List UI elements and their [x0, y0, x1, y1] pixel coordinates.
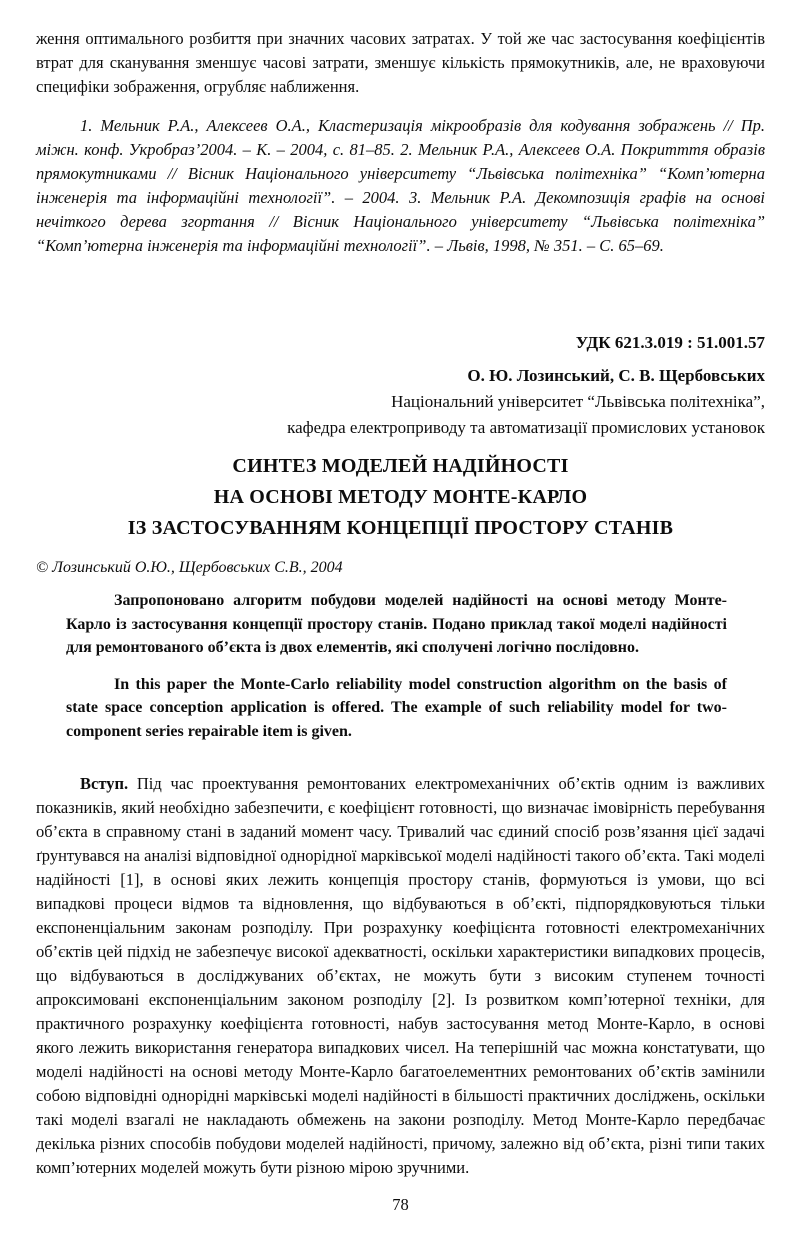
title-line-3: ІЗ ЗАСТОСУВАННЯМ КОНЦЕПЦІЇ ПРОСТОРУ СТАНІВ [127, 517, 674, 539]
introduction-paragraph [36, 772, 765, 1180]
copyright-line: © Лозинський О.Ю., Щербовських С.В., 2004 [36, 559, 343, 576]
introduction-text: Під час проектування ремонтованих електромеханічних об’єктів одним із важливих показників, який необхідно забезпечити, є коефіцієнт готовності, що визначає імовірність перебування об’єкта в справному стані в заданий момент часу. Тривалий час єдиний спосіб розв’язання цієї задачі ґрунтувався на аналізі відповідної однорідної марківської моделі надійності такого об’єкта. Такі моделі надійності [1], в основі яких лежить концепція простору станів, формуються із умови, що всі випадкові процеси відмов та відновлення, що відбуваються в об’єкті, підпорядковуються тільки експоненціальним законам розподілу. При розрахунку коефіцієнта готовності електромеханічних об’єктів цей підхід не забезпечує високої адекватності, оскільки характеристики випадкових процесів, що відбуваються в досліджуваних об’єктах, не можуть бути з високим ступенем точності апроксимовані експоненціальним законом розподілу [2]. Із розвитком комп’ютерної техніки, для практичного розрахунку коефіцієнта готовності, набув застосування метод Монте-Карло, в основі якого лежить використання генератора випадкових чисел. На теперішній час можна констатувати, що моделі надійності на основі методу Монте-Карло багатоелементних ремонтованих об’єктів замінили собою відповідні однорідні марківські моделі надійності в більшості практичних досліджень, оскільки такі моделі взагалі не накладають обмежень на закони розподілу. Метод Монте-Карло передбачає декілька різних способів побудови моделей надійності, причому, залежно від об’єкта, різні типи таких комп’ютерних моделей можуть бути різною мірою зручними. [36, 774, 766, 1177]
title-line-1: СИНТЕЗ МОДЕЛЕЙ НАДІЙНОСТІ [232, 455, 569, 477]
abstract-english: In this paper the Monte-Carlo reliability model construction algorithm on the basis of state space conception application is offered. The example of such reliability model for two-component series repairable item is given. [66, 675, 727, 740]
article-title [36, 451, 765, 544]
article-header [36, 330, 765, 441]
authors-line: О. Ю. Лозинський, С. В. Щербовських [467, 366, 765, 385]
page-number: 78 [392, 1195, 409, 1214]
introduction-heading: Вступ. [80, 774, 129, 793]
previous-article-references: 1. Мельник Р.А., Алексеев О.А., Кластеризація мікрообразів для кодування зображень // Пр. міжн. конф. Укробраз’2004. – К. – 2004, с. 81–85. 2. Мельник Р.А., Алексеев О.А. Покритття образів прямокутниками // Вісник Національного університету “Львівська політехніка” “Комп’ютерна інженерія та інформаційні технології”. – 2004. 3. Мельник Р.А. Декомпозиція графів на основі нечіткого дерева згортання // Вісник Національного університету “Львівська політехніка” “Комп’ютерна інженерія та інформаційні технології”. – Львів, 1998, № 351. – С. 65–69. [36, 116, 765, 255]
affiliation-department: кафедра електроприводу та автоматизації промислових установок [287, 418, 765, 437]
previous-article-closing-paragraph: ження оптимального розбиття при значних часових затратах. У той же час застосування коефіцієнтів втрат для сканування зменшує часові затрати, зменшує кількість прямокутників, але, не враховуючи специфіки зображення, огрубляє наближення. [36, 29, 765, 96]
title-line-2: НА ОСНОВІ МЕТОДУ МОНТЕ-КАРЛО [213, 486, 588, 508]
abstract-ukrainian: Запропоновано алгоритм побудови моделей надійності на основі методу Монте-Карло із застосування концепції простору станів. Подано приклад такої моделі надійності для ремонтованого об’єкта із двох елементів, які сполучені логічно послідовно. [66, 592, 727, 656]
udc-code: УДК 621.3.019 : 51.001.57 [575, 333, 765, 352]
affiliation-university: Національний університет “Львівська політехніка”, [391, 392, 765, 411]
